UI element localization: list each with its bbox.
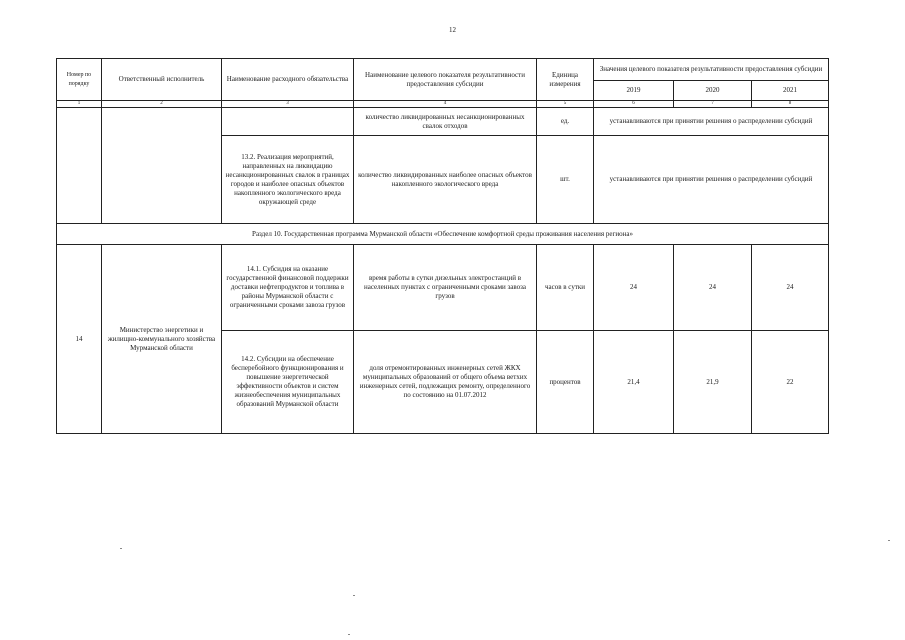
col-number-6: 6 <box>594 101 674 108</box>
unit-cell: ед. <box>537 108 594 136</box>
value-2020: 24 <box>674 245 752 331</box>
scan-speck <box>120 548 122 549</box>
empty-cell <box>102 108 222 224</box>
header-executor: Ответственный исполнитель <box>102 59 222 101</box>
value-2021: 24 <box>752 245 829 331</box>
indicator-cell: количество ликвидированных несанкционированных свалок отходов <box>354 108 537 136</box>
header-num: Номер по порядку <box>57 59 102 101</box>
row-number: 14 <box>57 245 102 434</box>
values-note-cell: устанавливаются при принятии решения о распределении субсидий <box>594 136 829 224</box>
col-number-4: 4 <box>354 101 537 108</box>
scan-speck <box>348 634 350 635</box>
executor-cell: Министерство энергетики и жилищно-коммунального хозяйства Мурманской области <box>102 245 222 434</box>
header-indicator: Наименование целевого показателя результативности предоставления субсидии <box>354 59 537 101</box>
empty-cell <box>222 108 354 136</box>
unit-cell: шт. <box>537 136 594 224</box>
table-row <box>57 245 829 331</box>
scan-speck <box>353 595 355 596</box>
page-number: 12 <box>449 26 456 34</box>
header-unit: Единица измерения <box>537 59 594 101</box>
unit-cell: часов в сутки <box>537 245 594 331</box>
table-row <box>57 108 829 136</box>
section-title: Раздел 10. Государственная программа Мурманской области «Обеспечение комфортной среды проживания населения региона» <box>57 224 829 245</box>
expense-cell: 14.2. Субсидии на обеспечение бесперебойного функционирования и повышение энергетической эффективности объектов и систем жизнеобеспечения муниципальных образований Мурманской области <box>222 331 354 434</box>
col-number-8: 8 <box>752 101 829 108</box>
col-number-5: 5 <box>537 101 594 108</box>
values-note-cell: устанавливаются при принятии решения о распределении субсидий <box>594 108 829 136</box>
indicator-cell: количество ликвидированных наиболее опасных объектов накопленного экологического вреда <box>354 136 537 224</box>
col-number-7: 7 <box>674 101 752 108</box>
expense-cell: 14.1. Субсидия на оказание государственной финансовой поддержки доставки нефтепродуктов и топлива в районы Мурманской области с ограниченными сроками завоза грузов <box>222 245 354 331</box>
value-2019: 21,4 <box>594 331 674 434</box>
scan-speck <box>888 540 890 541</box>
value-2020: 21,9 <box>674 331 752 434</box>
empty-cell <box>57 108 102 224</box>
value-2019: 24 <box>594 245 674 331</box>
indicator-cell: доля отремонтированных инженерных сетей ЖКХ муниципальных образований от общего объема ветхих инженерных сетей, подлежащих ремонту, определенного по состоянию на 01.07.2012 <box>354 331 537 434</box>
unit-cell: процентов <box>537 331 594 434</box>
col-number-3: 3 <box>222 101 354 108</box>
value-2021: 22 <box>752 331 829 434</box>
header-year-2020: 2020 <box>674 81 752 101</box>
expense-cell: 13.2. Реализация мероприятий, направленных на ликвидацию несанкционированных свалок в границах городов и наиболее опасных объектов накопленного экологического вреда окружающей среде <box>222 136 354 224</box>
indicator-table <box>56 58 829 434</box>
header-values-group: Значения целевого показателя результативности предоставления субсидии <box>594 59 829 81</box>
header-year-2019: 2019 <box>594 81 674 101</box>
section-row <box>57 224 829 245</box>
header-year-2021: 2021 <box>752 81 829 101</box>
header-expense: Наименование расходного обязательства <box>222 59 354 101</box>
col-number-1: 1 <box>57 101 102 108</box>
indicator-cell: время работы в сутки дизельных электростанций в населенных пунктах с ограниченными сроками завоза грузов <box>354 245 537 331</box>
col-number-2: 2 <box>102 101 222 108</box>
